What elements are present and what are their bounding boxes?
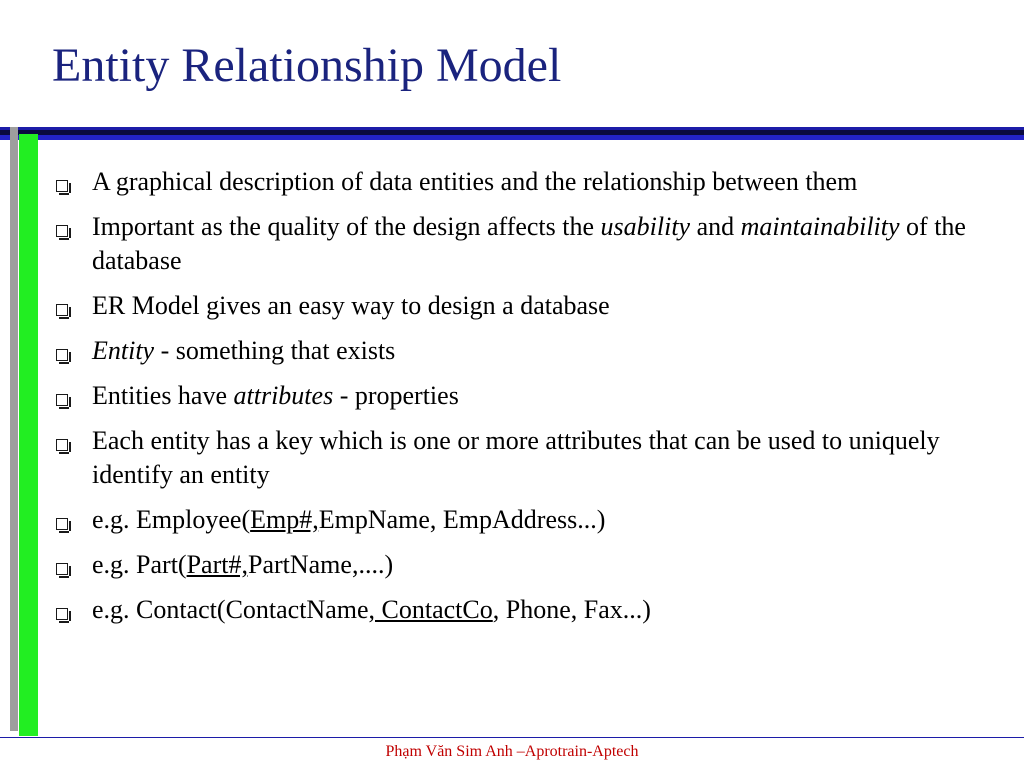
- left-accent-bar-gray: [10, 127, 18, 731]
- title-divider-bottom: [0, 135, 1024, 140]
- list-item: [54, 289, 1004, 323]
- key-attribute-part: Part#,: [186, 550, 248, 579]
- list-item: [54, 165, 1004, 199]
- bullet-text: e.g. Employee(Emp#,EmpName, EmpAddress...): [92, 505, 606, 534]
- hollow-square-bullet-icon: [56, 518, 68, 530]
- emphasis-maintainability: maintainability: [740, 212, 900, 241]
- emphasis-usability: usability: [600, 212, 691, 241]
- footer-divider: [0, 737, 1024, 738]
- bullet-text: Entity - something that exists: [92, 336, 396, 365]
- bullet-text: e.g. Contact(ContactName, ContactCo, Phone, Fax...): [92, 595, 651, 624]
- list-item: [54, 593, 1004, 627]
- bullet-list: [54, 165, 1004, 638]
- hollow-square-bullet-icon: [56, 180, 68, 192]
- hollow-square-bullet-icon: [56, 304, 68, 316]
- key-attribute-emp: Emp#,: [250, 505, 319, 534]
- hollow-square-bullet-icon: [56, 394, 68, 406]
- bullet-text: A graphical description of data entities and the relationship between them: [92, 167, 858, 196]
- list-item: [54, 503, 1004, 537]
- hollow-square-bullet-icon: [56, 608, 68, 620]
- bullet-text: ER Model gives an easy way to design a database: [92, 291, 610, 320]
- hollow-square-bullet-icon: [56, 349, 68, 361]
- hollow-square-bullet-icon: [56, 225, 68, 237]
- list-item: [54, 210, 1004, 278]
- emphasis-attributes: attributes: [233, 381, 334, 410]
- key-attribute-contactco: , ContactCo: [368, 595, 493, 624]
- emphasis-entity: Entity: [92, 336, 155, 365]
- list-item: [54, 424, 1004, 492]
- slide-footer: Phạm Văn Sim Anh –Aprotrain-Aptech: [385, 743, 639, 760]
- bullet-text: e.g. Part(Part#,PartName,....): [92, 550, 394, 579]
- left-accent-bar-green: [19, 134, 38, 736]
- bullet-text: Entities have attributes - properties: [92, 381, 459, 410]
- slide-title: Entity Relationship Model: [52, 39, 562, 92]
- hollow-square-bullet-icon: [56, 563, 68, 575]
- list-item: [54, 548, 1004, 582]
- hollow-square-bullet-icon: [56, 439, 68, 451]
- list-item: [54, 334, 1004, 368]
- bullet-text: Important as the quality of the design affects the usability and maintainability of the database: [92, 212, 966, 275]
- list-item: [54, 379, 1004, 413]
- bullet-text: Each entity has a key which is one or more attributes that can be used to uniquely identify an entity: [92, 426, 940, 489]
